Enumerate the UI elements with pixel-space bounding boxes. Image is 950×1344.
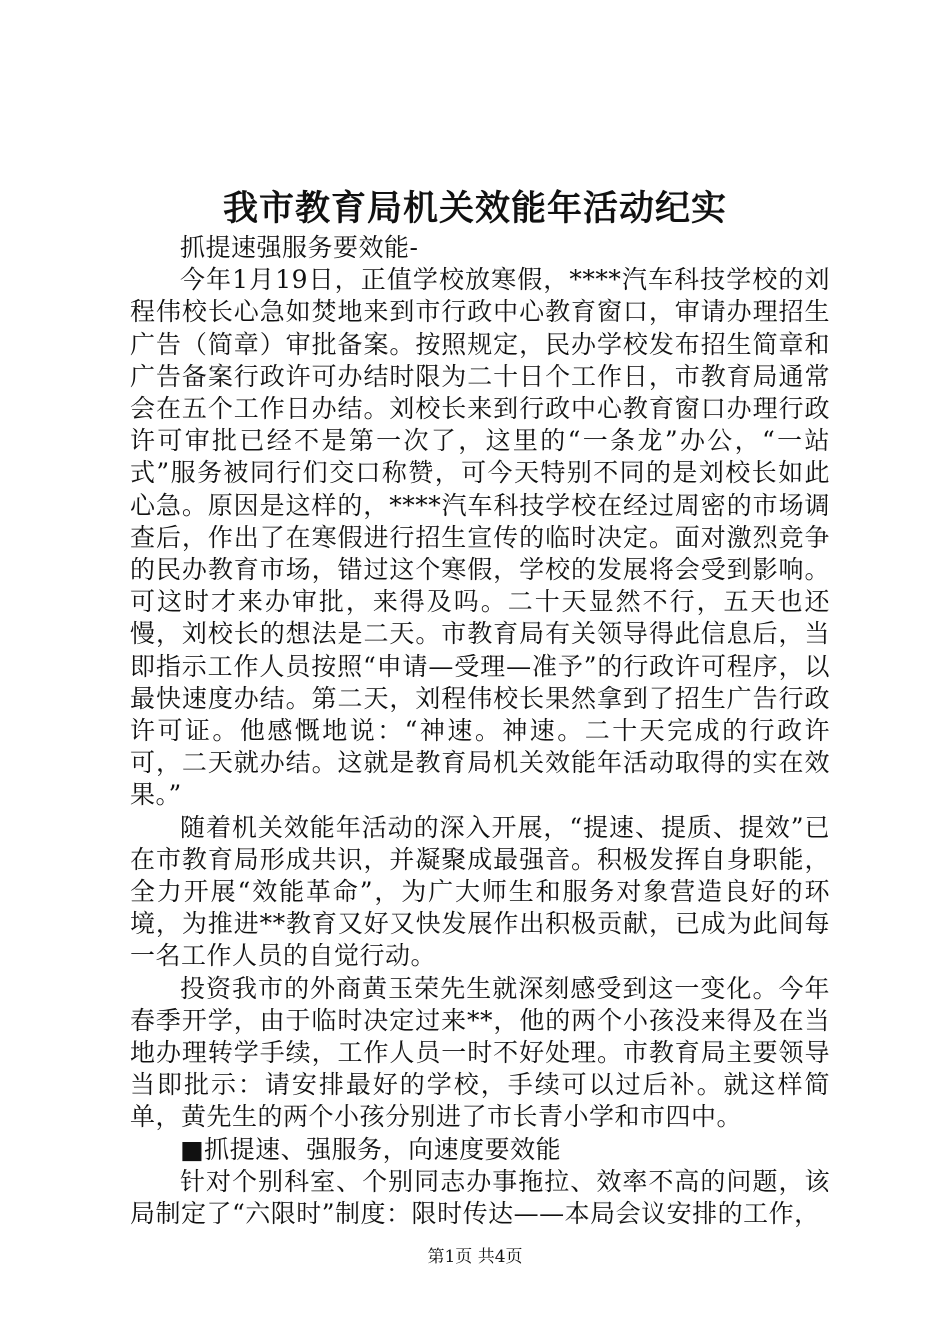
document-title: 我市教育局机关效能年活动纪实 [222, 188, 727, 229]
document-body [130, 232, 830, 1230]
paragraph: 投资我市的外商黄玉荣先生就深刻感受到这一变化。今年春季开学，由于临时决定过来**，他的两个小孩没来得及在当地办理转学手续，工作人员一时不好处理。市教育局主要领导当即批示：请安排最好的学校，手续可以过后补。就这样简单，黄先生的两个小孩分别进了市长青小学和市四中。 [130, 973, 830, 1132]
section-heading: ■抓提速、强服务，向速度要效能 [180, 1134, 562, 1164]
paragraph: 今年1月19日，正值学校放寒假，****汽车科技学校的刘程伟校长心急如焚地来到市行政中心教育窗口，审请办理招生广告（简章）审批备案。按照规定，民办学校发布招生简章和广告备案行政许可办结时限为二十日个工作日，市教育局通常会在五个工作日办结。刘校长来到行政中心教育窗口办理行政许可审批已经不是第一次了，这里的“一条龙”办公，“一站式”服务被同行们交口称赞，可今天特别不同的是刘校长如此心急。原因是这样的，****汽车科技学校在经过周密的市场调查后，作出了在寒假进行招生宣传的临时决定。面对激烈竞争的民办教育市场，错过这个寒假，学校的发展将会受到影响。可这时才来办审批，来得及吗。二十天显然不行，五天也还慢，刘校长的想法是二天。市教育局有关领导得此信息后，当即指示工作人员按照“申请—受理—准予”的行政许可程序，以最快速度办结。第二天，刘程伟校长果然拿到了招生广告行政许可证。他感慨地说：“神速。神速。二十天完成的行政许可，二天就办结。这就是教育局机关效能年活动取得的实在效果。” [130, 265, 830, 810]
paragraph: 随着机关效能年活动的深入开展，“提速、提质、提效”已在市教育局形成共识，并凝聚成最强音。积极发挥自身职能，全力开展“效能革命”，为广大师生和服务对象营造良好的环境，为推进**教育又好又快发展作出积极贡献，已成为此间每一名工作人员的自觉行动。 [130, 812, 830, 971]
paragraph: 针对个别科室、个别同志办事拖拉、效率不高的问题，该局制定了“六限时”制度：限时传达——本局会议安排的工作， [130, 1166, 830, 1229]
page-footer: 第1页 共4页 [427, 1247, 523, 1267]
paragraph-subtitle: 抓提速强服务要效能- [180, 233, 419, 262]
